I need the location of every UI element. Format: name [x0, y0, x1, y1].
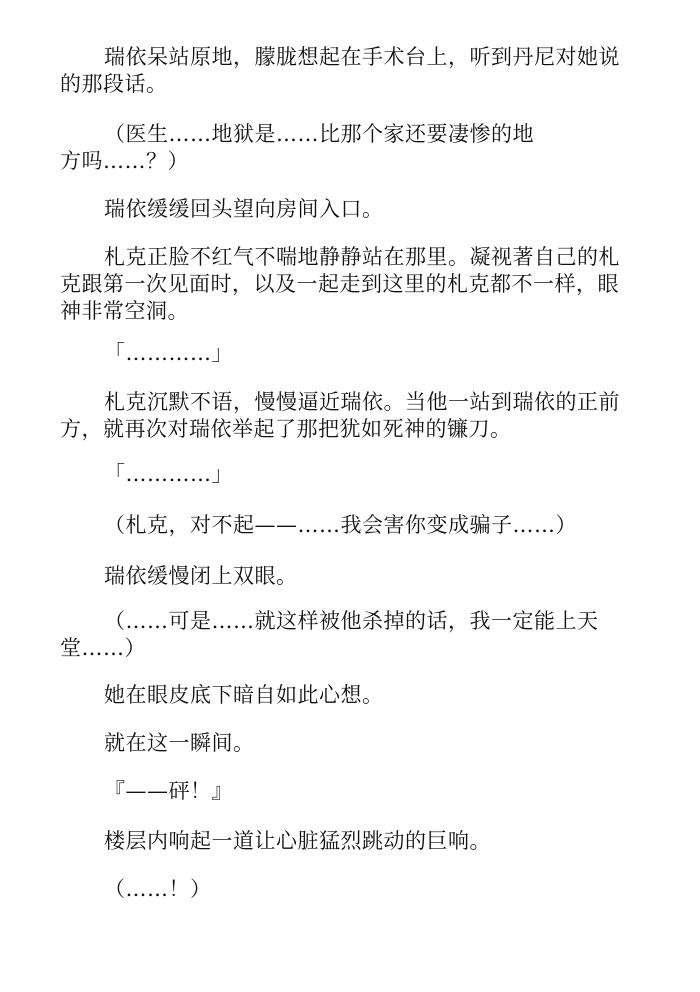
paragraph-4: 札克正脸不红气不喘地静静站在那里。凝视著自己的札克跟第一次见面时，以及一起走到这里的札克都不一样，眼神非常空洞。 [60, 245, 620, 323]
paragraph-6: 札克沉默不语，慢慢逼近瑞依。当他一站到瑞依的正前方，就再次对瑞依举起了那把犹如死神的镰刀。 [60, 390, 620, 441]
paragraph-7: 「…………」 [104, 462, 233, 486]
paragraph-14: 楼层内响起一道让心脏猛烈跳动的巨响。 [104, 829, 491, 853]
paragraph-5: 「…………」 [104, 341, 233, 365]
paragraph-2: （医生……地狱是……比那个家还要凄惨的地方吗……？） [60, 122, 534, 173]
paragraph-3: 瑞依缓缓回头望向房间入口。 [104, 197, 384, 221]
paragraph-8: （札克，对不起——……我会害你变成骗子……） [104, 513, 577, 537]
paragraph-10: （……可是……就这样被他杀掉的话，我一定能上天堂……） [60, 609, 599, 660]
paragraph-15: （……！） [104, 877, 212, 901]
paragraph-12: 就在这一瞬间。 [104, 731, 255, 755]
paragraph-11: 她在眼皮底下暗自如此心想。 [104, 683, 384, 707]
paragraph-1: 瑞依呆站原地，朦胧想起在手术台上，听到丹尼对她说的那段话。 [60, 45, 620, 96]
paragraph-9: 瑞依缓慢闭上双眼。 [104, 564, 298, 588]
paragraph-13: 『——砰！』 [104, 779, 233, 803]
